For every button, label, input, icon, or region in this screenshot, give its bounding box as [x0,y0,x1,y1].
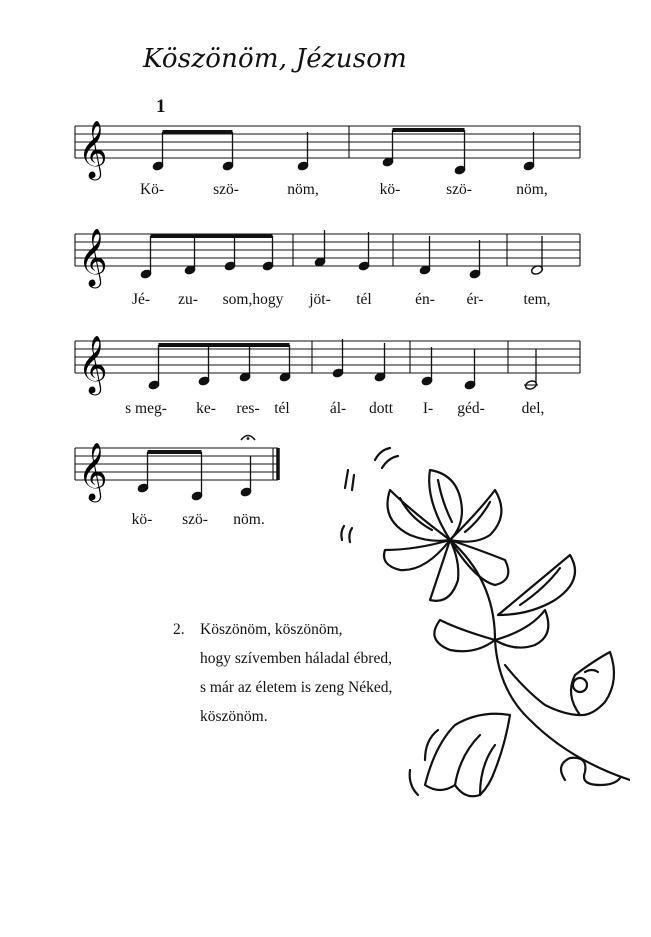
lyric-syllable: tél [356,291,372,308]
stanza-number: 1 [156,96,166,117]
lyric-syllable: szö- [446,181,472,198]
verse-line: s már az életem is zeng Néked, [200,679,393,696]
lyric-syllable: Jé- [131,291,151,308]
lyric-syllable: res- [236,400,260,417]
lyric-syllable: jöt- [309,291,331,308]
treble-clef-icon: 𝄞 [78,228,108,286]
lyric-syllable: zu- [178,291,198,308]
lyric-syllable: kö- [131,511,153,528]
music-system-2 [0,218,651,318]
song-title: Köszönöm, Jézusom [143,44,407,74]
lyric-syllable: del, [521,400,545,417]
lyric-syllable: I- [422,400,434,417]
lyric-syllable: ke- [196,400,216,417]
treble-clef-icon: 𝄞 [78,120,108,178]
verse-number: 2. [173,621,185,638]
lyric-syllable: s meg- [125,400,167,417]
verse-line: köszönöm. [200,708,268,725]
flower-illustration-icon [330,440,630,830]
lyric-syllable: ál- [329,400,347,417]
treble-clef-icon: 𝄞 [78,442,108,500]
lyric-syllable: nöm. [233,511,265,528]
lyric-syllable: dott [368,400,394,417]
fermata-icon [241,436,255,441]
treble-clef-icon: 𝄞 [78,335,108,393]
music-system-3 [0,325,651,425]
lyric-syllable: nöm, [516,181,548,198]
lyric-syllable: szö- [213,181,239,198]
staff-3 [0,325,651,425]
lyric-syllable: som,hogy [222,291,284,308]
staff-1 [0,110,651,210]
lyric-syllable: szö- [182,511,208,528]
verse-line: Köszönöm, köszönöm, [200,621,343,638]
music-system-1 [0,110,651,210]
lyric-syllable: én- [415,291,435,308]
verse-line: hogy szívemben háladal ébred, [200,650,392,667]
lyric-syllable: ér- [466,291,484,308]
lyric-syllable: kö- [379,181,401,198]
lyric-syllable: géd- [457,400,485,417]
lyric-syllable: Kö- [139,181,165,198]
lyric-syllable: tél [274,400,290,417]
lyric-syllable: tem, [523,291,551,308]
lyric-syllable: nöm, [287,181,319,198]
